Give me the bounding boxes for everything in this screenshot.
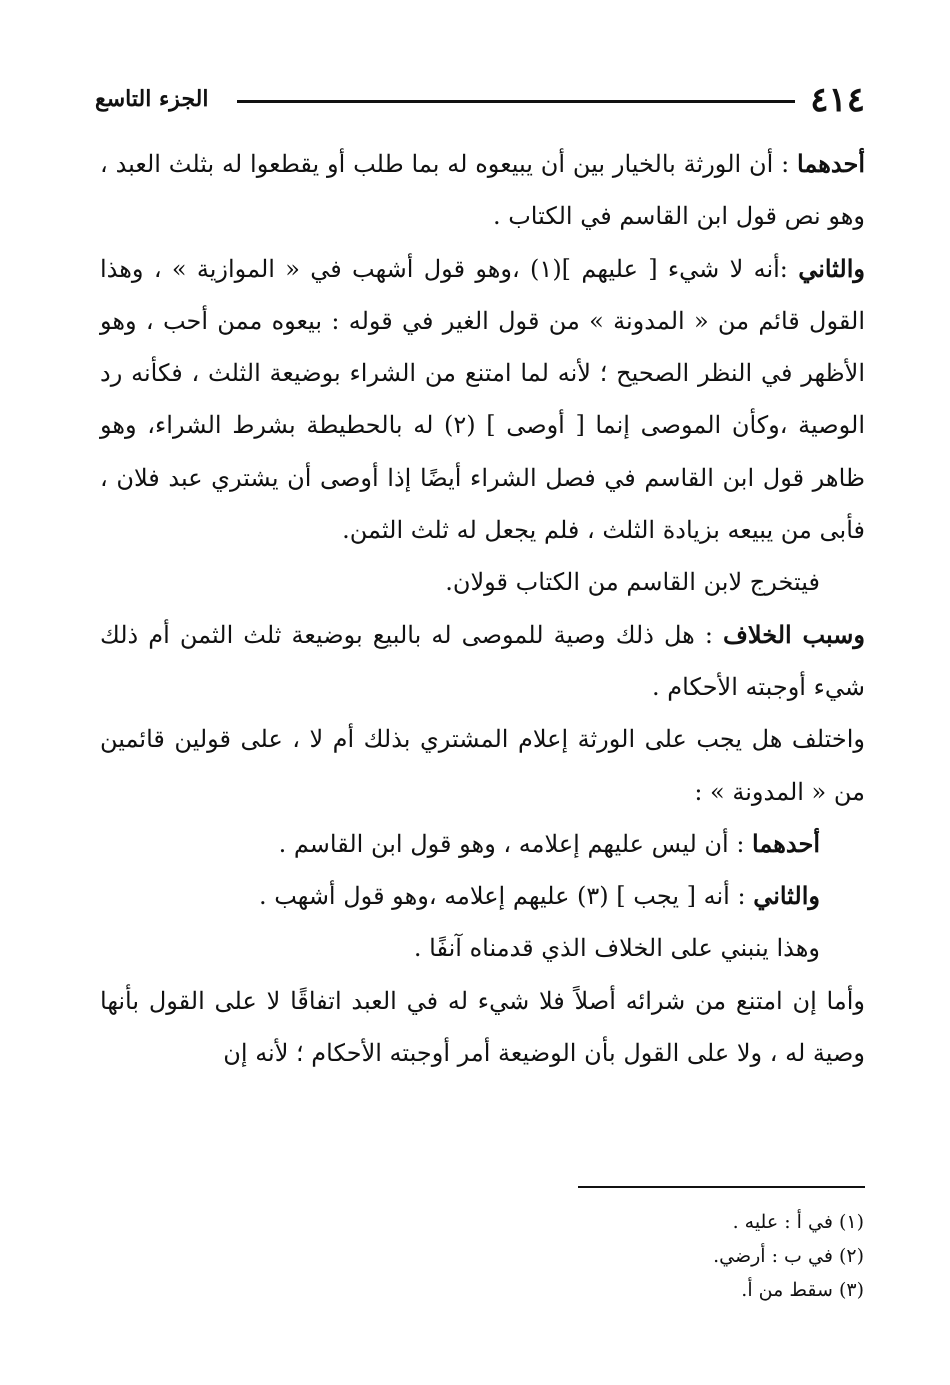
main-text [100,138,865,1079]
paragraph-lead: وسبب الخلاف [723,619,865,649]
paragraph-2 [100,243,865,557]
header-divider [237,100,795,103]
paragraph-text: فيتخرج لابن القاسم من الكتاب قولان. [445,568,820,597]
paragraph-1 [100,138,865,243]
running-title: الجزء التاسع [95,86,209,112]
page-number: ٤١٤ [810,80,865,120]
paragraph-7 [100,870,865,922]
paragraph-6 [100,818,865,870]
paragraph-3 [100,556,865,608]
paragraph-text: واختلف هل يجب على الورثة إعلام المشتري بذلك أم لا ، على قولين قائمين من « المدونة » : [100,725,865,806]
paragraph-lead: أحدهما [752,828,820,858]
footnote-2: (٢) في ب : أرضي. [713,1245,864,1267]
paragraph-lead: والثاني [798,253,865,283]
footnote-3: (٣) سقط من أ. [741,1279,864,1301]
paragraph-text: وهذا ينبني على الخلاف الذي قدمناه آنفًا . [413,934,820,963]
paragraph-8 [100,922,865,974]
paragraph-4 [100,609,865,714]
paragraph-text: :أنه لا شيء [ عليهم ](١) ،وهو قول أشهب في « الموازية » ، وهذا القول قائم من « المدونة » من قول الغير في قوله : بيعوه ممن أحب ، وهو الأظهر في النظر الصحيح ؛ لأنه لما امتنع من الشراء بوضيعة الثلث ، فكأنه رد الوصية ،وكأن الموصى إنما [ أوصى ] (٢) له بالحطيطة بشرط الشراء، وهو ظاهر قول ابن القاسم في فصل الشراء أيضًا إذا أوصى أن يشتري عبد فلان ، فأبى من يبيعه بزيادة الثلث ، فلم يجعل له ثلث الثمن. [100,254,865,545]
footnote-divider [578,1186,865,1188]
paragraph-text: : أنه [ يجب ] (٣) عليهم إعلامه ،وهو قول أشهب . [258,882,754,911]
paragraph-text: : هل ذلك وصية للموصى له بالبيع بوضيعة ثلث الثمن أم ذلك شيء أوجبته الأحكام . [100,620,865,701]
paragraph-lead: أحدهما [797,149,865,178]
paragraph-text: : أن ليس عليهم إعلامه ، وهو قول ابن القاسم . [278,829,753,858]
paragraph-9 [100,975,865,1080]
paragraph-lead: والثاني [753,881,820,911]
footnotes [464,1205,864,1307]
paragraph-5 [100,713,865,818]
paragraph-text: وأما إن امتنع من شرائه أصلاً فلا شيء له في العبد اتفاقًا لا على القول بأنها وصية له ، ولا على القول بأن الوضيعة أمر أوجبته الأحكام ؛ لأنه إن [100,986,865,1068]
paragraph-text: : أن الورثة بالخيار بين أن يبيعوه له بما طلب أو يقطعوا له بثلث العبد ، وهو نص قول ابن القاسم في الكتاب . [100,150,865,231]
footnote-1: (١) في أ : عليه . [732,1211,864,1233]
page-header [95,78,865,122]
